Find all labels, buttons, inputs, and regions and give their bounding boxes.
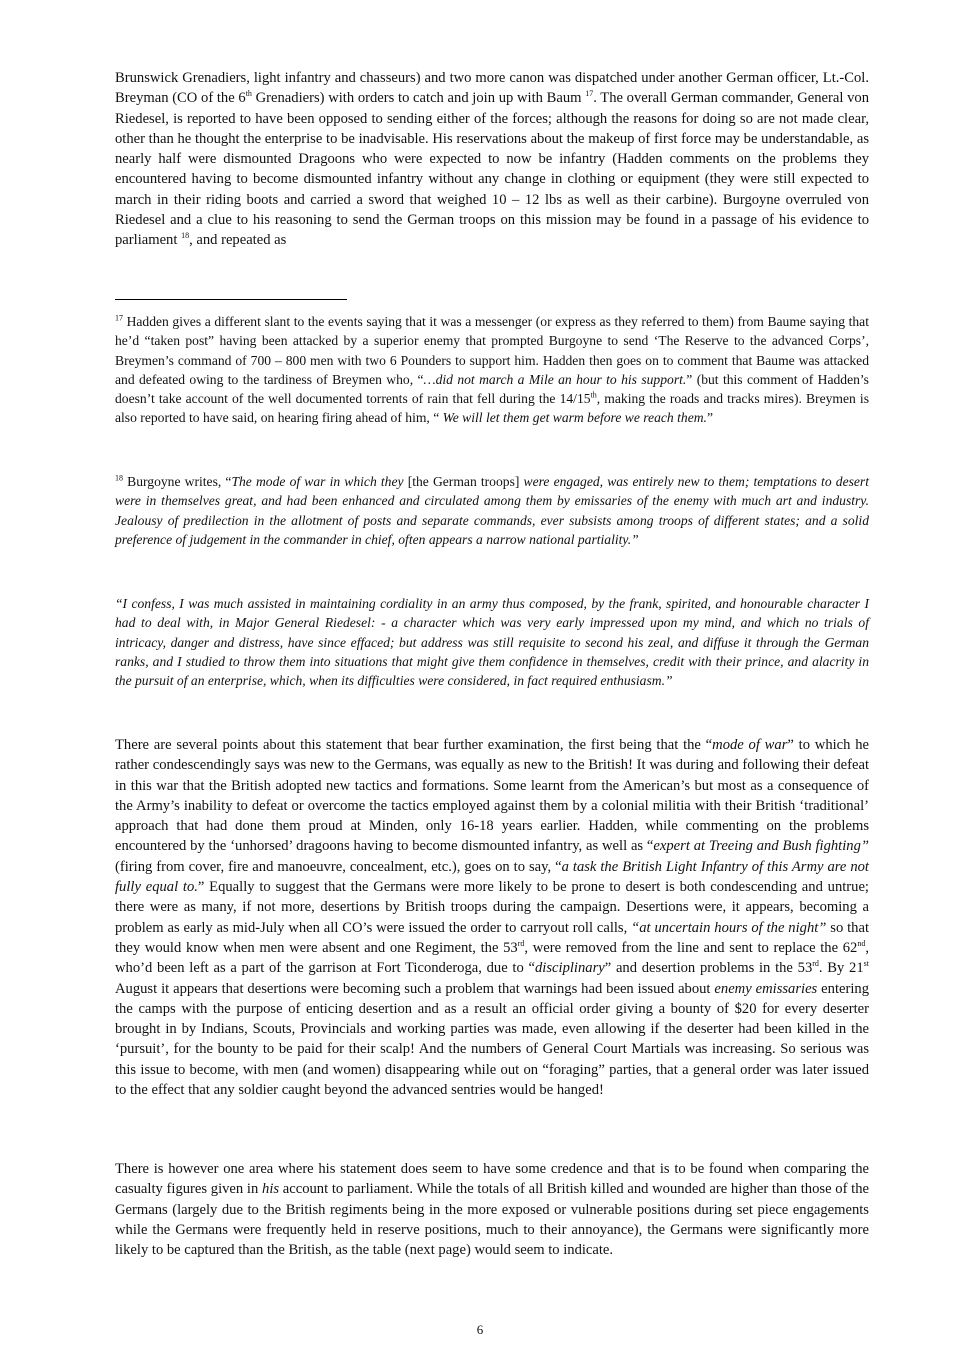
para2-italic: disciplinary: [535, 960, 605, 977]
ordinal-superscript: rd: [517, 939, 525, 949]
ordinal-superscript: nd: [857, 939, 866, 949]
footnote-18-quote-3: “I confess, I was much assisted in maintaining cordiality in an army thus composed, by the frank, spirited, and honourable character I had to deal with, in Major General Riedesel: - a character which was very early impressed upon my mind, and which no trials of intricacy, danger and distress, have since effaced; but address was still requisite to second his zeal, and diffuse it through the German ranks, and I studied to throw them into situations that might give them confidence in themselves, credit with their prince, and alacrity in the pursuit of an enterprise, which, when its difficulties were considered, in fact required enthusiasm.”: [115, 596, 869, 689]
footnote-18-bracket: [the German troops]: [407, 474, 520, 489]
para2-italic: a task the British Light Infantry of this Army are not fully equal to.: [115, 858, 869, 896]
para3-text: account to parliament. While the totals of all British killed and wounded are higher than those of the Germans (largely due to the British regiments being in the more exposed or vulnerable positions during set piece engagements while the Germans were frequently held in reserve positions, much to their annoyance), the Germans were significantly more likely to be captured than the British, as the table (next page) would seem to indicate.: [115, 1181, 869, 1259]
intro-text-1: Brunswick Grenadiers, light infantry and chasseurs) and two more canon was dispatched under another German officer, Lt.-Col. Breyman (CO of the 6: [115, 70, 869, 107]
footnote-ref-17[interactable]: 17: [585, 89, 594, 99]
intro-paragraph: [115, 68, 869, 251]
para2-text: , were removed from the line and sent to replace the 62: [524, 939, 858, 956]
para2-text: ” to which he rather condescendingly says was new to the Germans, was equally as new to the British! It was during and following their defeat in this war that the British adopted new tactics and formations. Some learnt from the American’s but most as a consequence of the Army’s inability to defeat or overcome the tactics employed against them by a colonial militia with their British ‘traditional’ approach that had done them proud at Minden, only 16-18 years earlier. Hadden, while commenting on the problems encountered by the ‘unhorsed’ dragoons having to become dismounted infantry, as well as “: [115, 737, 869, 855]
footnote-number-17: 17: [115, 313, 123, 323]
para2-italic: “at uncertain hours of the night”: [631, 919, 827, 936]
para2-italic: expert at Treeing and Bush fighting”: [653, 838, 869, 855]
footnote-17: [115, 312, 869, 428]
page-number: 6: [476, 1322, 484, 1337]
para2-text: , who’d been left as a part of the garrison at Fort Ticonderoga, due to “: [115, 939, 869, 977]
ordinal-superscript: th: [245, 89, 252, 99]
intro-text-4: , and repeated as: [189, 232, 287, 249]
intro-text-2: Grenadiers) with orders to catch and join up with Baum: [251, 90, 586, 107]
ordinal-superscript: th: [590, 390, 597, 400]
para2-italic: mode of war: [712, 737, 788, 753]
footnote-17-text-3: , making the roads and tracks mires). Breymen is also reported to have said, on hearing firing ahead of him, “: [115, 391, 869, 426]
para2-text: (firing from cover, fire and manoeuvre, concealment, etc.), goes on to say, “: [115, 858, 562, 875]
para3-italic: his: [262, 1181, 280, 1198]
footnote-number-18: 18: [115, 473, 123, 483]
para2-text: so that they would know when men were absent and one Regiment, the 53: [115, 919, 870, 956]
footnote-17-quote-2: We will let them get warm before we reach them.: [439, 410, 707, 426]
ordinal-superscript: st: [863, 959, 869, 969]
footnote-17-text-4: ”: [706, 410, 713, 426]
footnote-ref-18[interactable]: 18: [181, 231, 190, 241]
footnote-17-text-1: Hadden gives a different slant to the events saying that it was a messenger (or express as they referred to them) from Baume saying that he’d “taken post” having been attacked by a superior enemy that prompted Burgoyne to send ‘The Reserve to the advanced Corps’, Breymen’s command of 700 – 800 men with two 6 Pounders to support him. Hadden then goes on to comment that Baume was attacked and defeated owing to the tardiness of Breymen who, “: [115, 314, 869, 387]
body-paragraph-2: [115, 735, 869, 1100]
footnote-18-quote-1: The mode of war in which they: [231, 474, 408, 489]
footnote-18-quote-2: were engaged, was entirely new to them; temptations to desert were in themselves great, and had been enhanced and circulated among them by emissaries of the enemy with much art and industry. Jealousy of predilection in the allotment of posts and separate commands, ever subsists among troops of different states; and a solid preference of judgement in the commander in chief, often appears a narrow national partiality.”: [115, 474, 869, 547]
footnote-18-text-1: Burgoyne writes, “: [123, 474, 232, 489]
para2-text: entering the camps with the purpose of enticing desertion and as a result an official order giving a bounty of $20 for every deserter brought in by Indians, Scouts, Provincials and working parties was made, even allowing if the deserter had been killed in the ‘pursuit’, for the bounty to be paid for their scalp! And the numbers of General Court Martials was increasing. So serious was this issue to become, with men (and women) disappearing while out on “foraging” parties, that a general order was later issued to the effect that any soldier caught beyond the advanced sentries would be hanged!: [115, 980, 869, 1099]
para2-text: ” Equally to suggest that the Germans were more likely to be prone to desert is both condescending and untrue; there were as many, if not more, desertions by British troops during the campaign. Desertions were, it appears, becoming a problem as early as mid-July when all CO’s were issued the order to carryout roll calls,: [115, 879, 869, 936]
footnote-18: [115, 472, 869, 549]
footnote-18-quote-paragraph: [115, 594, 869, 690]
footnote-17-quote-1: …did not march a Mile an hour to his support.: [423, 371, 687, 387]
footnote-17-text-2: ” (but this comment of Hadden’s doesn’t take account of the well documented torrents of rain that fell during the 14/15: [115, 371, 869, 407]
ordinal-superscript: rd: [812, 959, 819, 969]
para2-italic: enemy emissaries: [714, 980, 818, 997]
para2-text: August it appears that desertions were becoming such a problem that warnings had been issued about: [115, 980, 715, 997]
body-paragraph-3: [115, 1159, 869, 1260]
intro-text-3: . The overall German commander, General von Riedesel, is reported to have been opposed to sending either of the forces; although the reasons for doing so are not made clear, other than he thought the enterprise to be inadvisable. His reservations about the makeup of first force may be understandable, as nearly half were dismounted Dragoons who were expected to now be infantry (Hadden comments on the problems they encountered having to become dismounted infantry without any change in clothing or equipment (they were still expected to march in their riding boots and carried a sword that weighed 10 – 12 lbs as well as their carbine). Burgoyne overruled von Riedesel and a clue to his reasoning to send the German troops on this mission may be found in a passage of his evidence to parliament: [115, 90, 869, 249]
para2-text: . By 21: [818, 960, 864, 977]
footnote-separator: [115, 299, 347, 300]
para2-text: ” and desertion problems in the 53: [604, 960, 813, 977]
para3-text: There is however one area where his statement does seem to have some credence and that is to be found when comparing the casualty figures given in: [115, 1161, 869, 1198]
para2-text: There are several points about this statement that bear further examination, the first being that the “: [115, 737, 713, 753]
